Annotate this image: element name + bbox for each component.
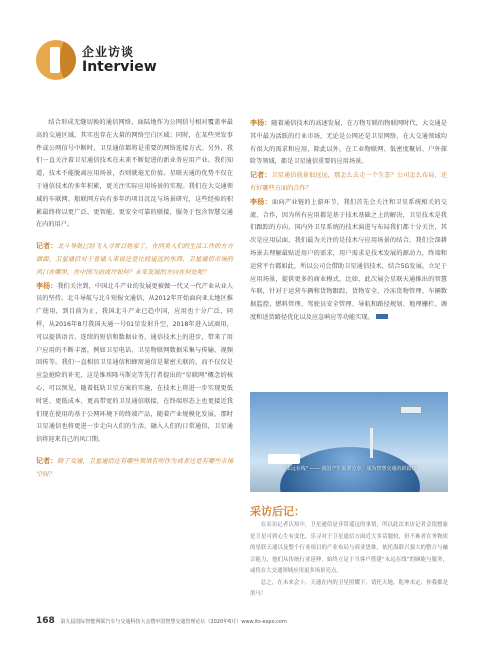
left-column: [36, 117, 233, 482]
reporter-label: 记者：: [36, 456, 58, 465]
section-title-en: Interview: [82, 59, 157, 75]
reporter-question: [36, 455, 233, 482]
section-logo-icon: [36, 40, 76, 80]
postscript-title: 采访后记：: [250, 505, 305, 518]
answer-text: 我们关注到，中国北斗产业的发展更被做一代又一代产业从业人员的坚持。北斗导航与北斗短报文通信，从2012年开始面向亚太地区推广使用，到目前为止，我国北斗产业已趋中国，应用也十分广泛，同样，从2016年8月我国天通一号01星发射升空，2018年进入试商用，可以提供语音、连续的短信和数据业务，通信技术上的进步，带来了用户应用的不断丰富，例如卫星电话、卫星物联网数据采集与传输、视频回传等。我们一直相信卫星通信和蜂窝通信是紧密关联的，而不仅仅是应急抢险的补充，这是维埃隆马斯克等先行者提出的“星联网”概念的核心，可以预见，随着低轨卫星方案的实施，在技术上将进一步实现更低时延、更低成本、更高带宽的卫星通信联接，在终端形态上也更接近我们现在使用的基于公网环境下的终端产品，随着产业规模化发展，那时卫星通信也将更进一步走向人们的生活，融入人们的日常通信，卫星通信将迎来自己的风口期。: [36, 282, 234, 444]
paragraph: 在采访记者认知中，卫星通信是非常遥远的事情，所以此次来访记者会很想象是卫星可到心生有变化，乐寻对于卫星通信方面近大多话题较，但不难者在务物质的星联天通以及整个行业项目的产业布局与商业思维，依托海联兴强大的整合与融合能力，他们从传统行业延伸，始终立足于当客户搭建“永远在线”的顾能与服务，或将在大交通领域应用更多场景亮点。: [250, 522, 448, 574]
question-text: 北斗导航已经飞入寻常百姓家了，在同类人们的生活工作的方方面面，卫星通信对于普通人来说还是比较遥远的东西，卫星通信市场的风口在哪里，在中国当前或许如何？未来发展的方向在何处呢？: [36, 243, 234, 276]
page-footer: [36, 616, 456, 626]
speaker-label: 李杨：: [36, 281, 58, 290]
reporter-question: [250, 169, 447, 196]
answer-text: 随着通信技术的高速发展，在万物互联的物联网时代，大交通是其中最为活跃的行业市场，无论是公网还是卫星网络，在大交通领域均有很大的需求和应用，除此以外，在工业物联网、低密度聚居、户外探险等领域，都是卫星通信重要的应用场景。: [250, 120, 448, 166]
footer-text: 第九届国际智能网联汽车与交通科技大会暨中国智慧交通管理论坛（2020年6月）www.its-expo.com: [60, 619, 287, 625]
section-header: [36, 36, 156, 88]
right-column: [250, 117, 447, 325]
inline-logo-icon: [376, 314, 388, 319]
tower-icon: [370, 428, 373, 458]
speaker-label: 李杨：: [250, 119, 272, 127]
speaker-label: 李杨：: [250, 197, 272, 206]
answer-paragraph: [250, 117, 447, 169]
answer-paragraph: [36, 280, 233, 447]
question-text: 除了交通，卫星通信还有哪些领域有所作为或者还是有哪些市场空间？: [36, 457, 234, 478]
question-text: 卫星通信前景很远远，那怎么去走一个生态？公司怎么布局，还有好哪些方面的合作？: [250, 172, 448, 192]
paragraph: 结合形成无缝切换的通信网络，面陆地作为公网信号相对覆盖率最高的交通区域，其实也存在大量的网络空白区域；同时，在某些突发事件或公网信号中断时，卫星通信都将是重要的网络连接方式。另外，我们一直关注着卫星通信技术在未来不断促进的新业务应用产业。我们知道，技术不能脱离应用场景，否则就毫无价值。星联天通的优势不仅在于通信技术的多年积累，更关注实际应用场景的实现。我们在大交通领域的车联网、船联网方向有多年的项目沉淀与场景研究，这些经验的积累最终将以更广泛、更智能、更安全可靠的联接，服务于包含智慧交通在内的用户。: [36, 119, 233, 229]
answer-text: 面向产业链的上游环节，我们首先会关注和卫星系统相关的交流、合作，因为所有应用都是基于技术基础之上的解决，卫星技术是我们跟踪的方向，国内外卫星系统的技术演进与布局我们都十分关注，其次是应用层面，我们最为关注的是技术与应用场景的结合，我们会深耕场景去理解最贴近用户的需求，用户需求是技术发展的源动力，终端和运营平台都如此，所以公司会借助卫星通信技术，结合5G发展，立足于应用场景，提供更多的商业模式，比如，此次展会星联天通推出的智慧车联，针对于运营车辆和货物跟踪，货物安全、冷冻货物管理、车辆数据监控、燃料管理、驾驶员安全管理、导航和路径规划、地理栅栏、调度和送货路径优化以及应急响应等功能实现。: [250, 198, 448, 321]
satellite-illustration: [250, 392, 448, 492]
satellite-icon: [400, 406, 422, 414]
reporter-question: [36, 240, 233, 279]
paragraph: 总之，在未来会十，天通在内的卫星照耀下，请托天地，乾坤未定，你我都是黑马！: [250, 579, 448, 597]
reporter-label: 记者：: [36, 242, 58, 251]
postscript-body: [250, 520, 448, 601]
ship-icon: [268, 454, 300, 464]
answer-paragraph: [250, 196, 447, 325]
section-title-cn: 企业访谈: [82, 45, 135, 59]
photo-caption: "永远在线" —— 我国产生需要分享，成为智慧交通的新篇章: [283, 466, 417, 472]
page-number: 168: [36, 616, 55, 626]
reporter-label: 记者：: [250, 171, 272, 180]
